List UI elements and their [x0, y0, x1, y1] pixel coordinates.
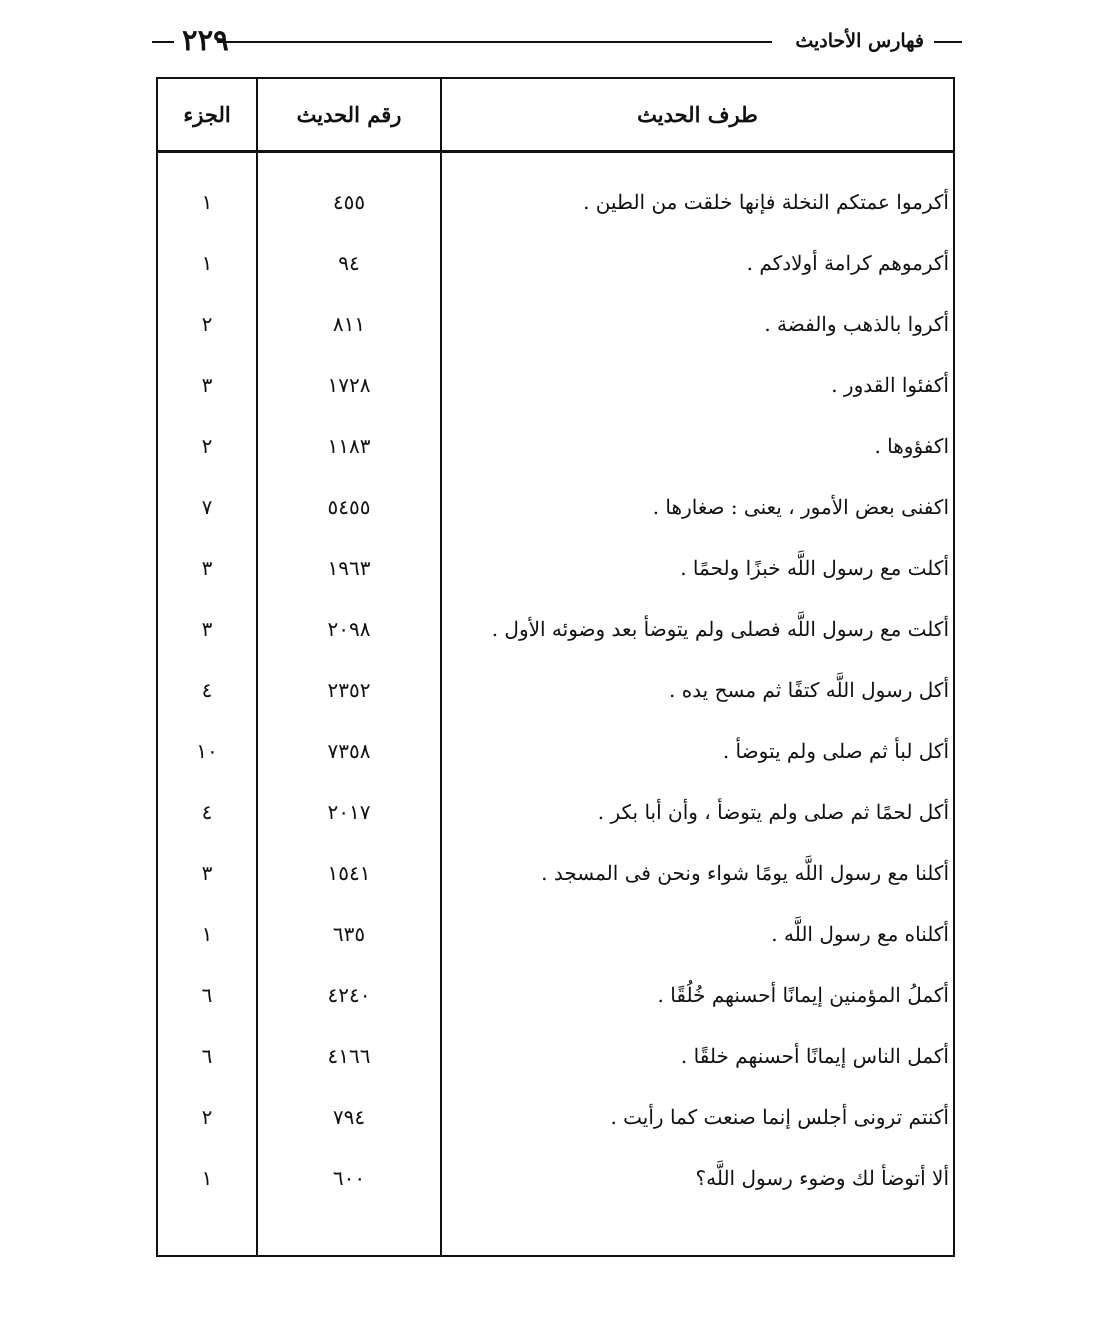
hadith-number: ٢٣٥٢	[257, 659, 441, 720]
hadith-number: ٤٥٥	[257, 152, 441, 233]
hadith-number: ٤٢٤٠	[257, 964, 441, 1025]
hadith-term: أكنتم ترونى أجلس إنما صنعت كما رأيت .	[441, 1086, 954, 1147]
table-row	[157, 152, 954, 233]
running-title: فهارس الأحاديث	[795, 30, 924, 52]
hadith-number: ٧٩٤	[257, 1086, 441, 1147]
hadith-term: أكلناه مع رسول اللَّه .	[441, 903, 954, 964]
table-row	[157, 659, 954, 720]
hadith-part: ١٠	[196, 738, 218, 763]
header-rule	[934, 41, 962, 43]
column-header-part: الجزء	[157, 78, 257, 152]
table-row	[157, 476, 954, 537]
table-row	[157, 1147, 954, 1208]
hadith-part: ٤	[201, 677, 213, 702]
hadith-part: ١	[201, 189, 213, 214]
hadith-part: ٤	[201, 799, 213, 824]
column-header-term: طرف الحديث	[441, 78, 954, 152]
hadith-number: ١١٨٣	[257, 415, 441, 476]
hadith-term: أكلت مع رسول اللَّه فصلى ولم يتوضأ بعد وضوئه الأول .	[441, 598, 954, 659]
table-body	[157, 152, 954, 1257]
hadith-number: ٦٣٥	[257, 903, 441, 964]
hadith-term: أكلنا مع رسول اللَّه يومًا شواء ونحن فى المسجد .	[441, 842, 954, 903]
empty-cell	[257, 1208, 441, 1256]
table-row-spacer	[157, 1208, 954, 1256]
hadith-term: أكلت مع رسول اللَّه خبزًا ولحمًا .	[441, 537, 954, 598]
hadith-number: ٥٤٥٥	[257, 476, 441, 537]
hadith-part: ٦	[201, 1043, 213, 1068]
header-rule	[152, 41, 174, 43]
table-row	[157, 598, 954, 659]
header-rule	[217, 41, 772, 43]
table-header-row	[157, 78, 954, 152]
hadith-term: أكملُ المؤمنين إيمانًا أحسنهم خُلُقًا .	[441, 964, 954, 1025]
hadith-term: أكل رسول اللَّه كتفًا ثم مسح يده .	[441, 659, 954, 720]
hadith-part: ١	[201, 921, 213, 946]
table-row	[157, 842, 954, 903]
hadith-number: ٢٠١٧	[257, 781, 441, 842]
hadith-number: ١٩٦٣	[257, 537, 441, 598]
hadith-part: ١	[201, 250, 213, 275]
table-row	[157, 903, 954, 964]
hadith-part: ٣	[201, 555, 213, 580]
hadith-number: ٢٠٩٨	[257, 598, 441, 659]
table-row	[157, 415, 954, 476]
table-row	[157, 1025, 954, 1086]
page-number: ٢٢٩	[182, 23, 229, 57]
hadith-part: ٧	[201, 494, 213, 519]
hadith-term: أكفئوا القدور .	[441, 354, 954, 415]
table-row	[157, 964, 954, 1025]
hadith-number: ٦٠٠	[257, 1147, 441, 1208]
hadith-number: ٩٤	[257, 232, 441, 293]
page-header	[152, 22, 962, 62]
hadith-term: أكرموهم كرامة أولادكم .	[441, 232, 954, 293]
column-header-number: رقم الحديث	[257, 78, 441, 152]
table-row	[157, 720, 954, 781]
hadith-number: ٤١٦٦	[257, 1025, 441, 1086]
hadith-part: ٣	[201, 616, 213, 641]
hadith-part: ٢	[201, 433, 213, 458]
hadith-part: ٣	[201, 372, 213, 397]
table-row	[157, 232, 954, 293]
table-row	[157, 354, 954, 415]
hadith-term: اكفنى بعض الأمور ، يعنى : صغارها .	[441, 476, 954, 537]
hadith-part: ٦	[201, 982, 213, 1007]
hadith-number: ١٧٢٨	[257, 354, 441, 415]
hadith-term: ألا أتوضأ لك وضوء رسول اللَّه؟	[441, 1147, 954, 1208]
hadith-term: اكفؤوها .	[441, 415, 954, 476]
hadith-term: أكمل الناس إيمانًا أحسنهم خلقًا .	[441, 1025, 954, 1086]
hadith-number: ٨١١	[257, 293, 441, 354]
hadith-number: ١٥٤١	[257, 842, 441, 903]
hadith-part: ٣	[201, 860, 213, 885]
hadith-term: أكل لبأ ثم صلى ولم يتوضأ .	[441, 720, 954, 781]
hadith-part: ١	[201, 1165, 213, 1190]
hadith-term: أكرموا عمتكم النخلة فإنها خلقت من الطين .	[441, 152, 954, 233]
empty-cell	[441, 1208, 954, 1256]
hadith-number: ٧٣٥٨	[257, 720, 441, 781]
hadith-index-table	[156, 77, 955, 1257]
empty-cell	[157, 1208, 257, 1256]
table-row	[157, 293, 954, 354]
hadith-part: ٢	[201, 1104, 213, 1129]
hadith-term: أكروا بالذهب والفضة .	[441, 293, 954, 354]
table-row	[157, 781, 954, 842]
table-row	[157, 537, 954, 598]
hadith-part: ٢	[201, 311, 213, 336]
table-row	[157, 1086, 954, 1147]
hadith-term: أكل لحمًا ثم صلى ولم يتوضأ ، وأن أبا بكر .	[441, 781, 954, 842]
